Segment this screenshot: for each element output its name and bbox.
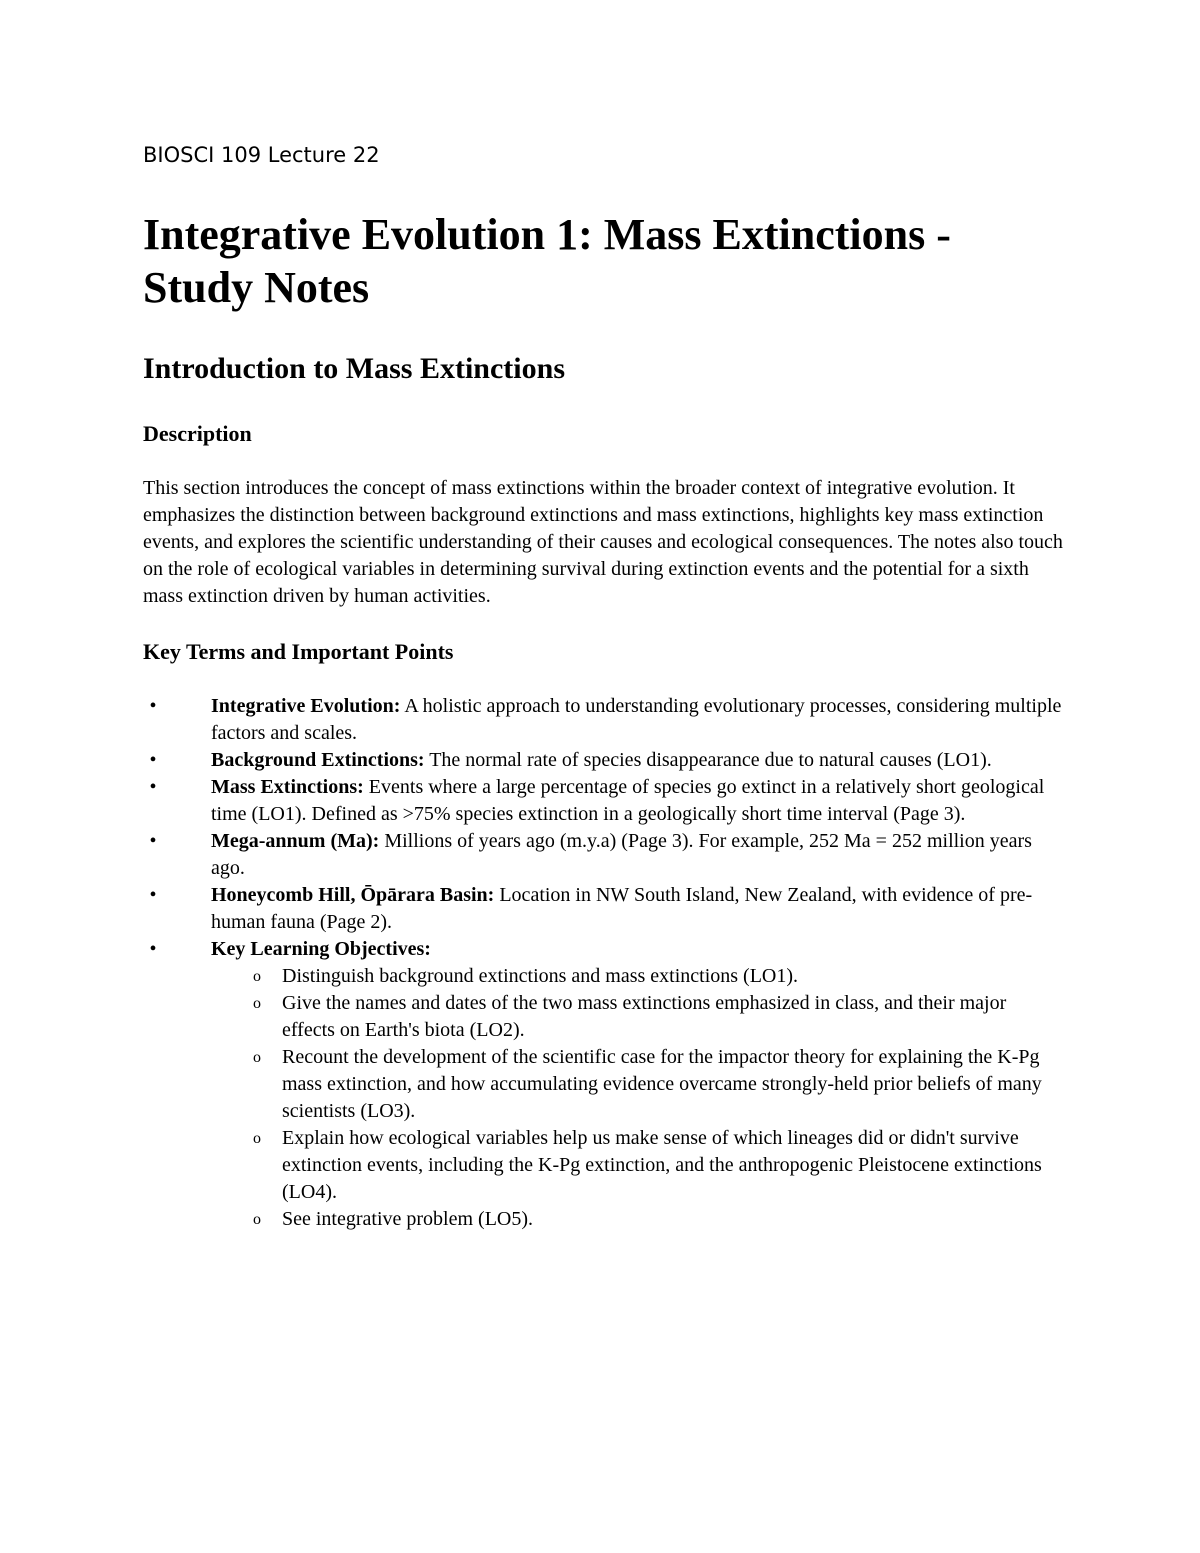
objective-text: See integrative problem (LO5). bbox=[282, 1208, 534, 1230]
objective-item bbox=[143, 1125, 1063, 1206]
list-item bbox=[143, 828, 1063, 882]
list-item bbox=[143, 747, 1063, 774]
course-label: BIOSCI 109 Lecture 22 bbox=[143, 143, 380, 167]
definition: Events where a large percentage of species go extinct in a relatively short geological time (LO1). Defined as >75% species extinction in a geologically short time interval (Page 3). bbox=[211, 776, 1045, 825]
objective-text: Give the names and dates of the two mass extinctions emphasized in class, and their major effects on Earth's biota (LO2). bbox=[282, 992, 1007, 1041]
objective-text: Explain how ecological variables help us make sense of which lineages did or didn't survive extinction events, including the K-Pg extinction, and the anthropogenic Pleistocene extinctions (LO4). bbox=[282, 1127, 1042, 1203]
document-title: Integrative Evolution 1: Mass Extinctions - Study Notes bbox=[143, 210, 951, 312]
term: Background Extinctions: bbox=[211, 749, 425, 771]
objective-item bbox=[143, 1206, 1063, 1233]
bullet-icon: • bbox=[149, 776, 157, 798]
definition: A holistic approach to understanding evolutionary processes, considering multiple factors and scales. bbox=[211, 695, 1062, 744]
bullet-icon: • bbox=[149, 695, 157, 717]
list-item bbox=[143, 693, 1063, 747]
definition: The normal rate of species disappearance due to natural causes (LO1). bbox=[424, 749, 992, 771]
bullet-icon: • bbox=[149, 830, 157, 852]
section-heading: Introduction to Mass Extinctions bbox=[143, 352, 565, 385]
key-terms-heading: Key Terms and Important Points bbox=[143, 639, 454, 664]
bullet-icon: • bbox=[149, 749, 157, 771]
objectives-list bbox=[143, 963, 1063, 1233]
objective-text: Distinguish background extinctions and mass extinctions (LO1). bbox=[282, 965, 799, 987]
document-page bbox=[143, 140, 1063, 1233]
term: Key Learning Objectives: bbox=[211, 938, 431, 960]
list-item bbox=[143, 882, 1063, 936]
list-item bbox=[143, 936, 1063, 1233]
key-terms-list bbox=[143, 693, 1063, 1233]
sub-bullet-icon: o bbox=[253, 1211, 261, 1228]
description-paragraph: This section introduces the concept of mass extinctions within the broader context of integrative evolution. It emphasizes the distinction between background extinctions and mass extinctions, highlights key mass extinction events, and explores the scientific understanding of their causes and ecological consequences. The notes also touch on the role of ecological variables in determining survival during extinction events and the potential for a sixth mass extinction driven by human activities. bbox=[143, 477, 1063, 607]
sub-bullet-icon: o bbox=[253, 968, 261, 985]
term: Integrative Evolution: bbox=[211, 695, 401, 717]
definition: Location in NW South Island, New Zealand, with evidence of pre-human fauna (Page 2). bbox=[211, 884, 1033, 933]
objective-item bbox=[143, 963, 1063, 990]
bullet-icon: • bbox=[149, 938, 157, 960]
definition: Millions of years ago (m.y.a) (Page 3). For example, 252 Ma = 252 million years ago. bbox=[211, 830, 1032, 879]
sub-bullet-icon: o bbox=[253, 1049, 261, 1066]
objective-item bbox=[143, 1044, 1063, 1125]
list-item bbox=[143, 774, 1063, 828]
sub-bullet-icon: o bbox=[253, 995, 261, 1012]
sub-bullet-icon: o bbox=[253, 1130, 261, 1147]
objective-item bbox=[143, 990, 1063, 1044]
objective-text: Recount the development of the scientific case for the impactor theory for explaining the K-Pg mass extinction, and how accumulating evidence overcame strongly-held prior beliefs of many scientists (LO3). bbox=[282, 1046, 1042, 1122]
term: Mega-annum (Ma): bbox=[211, 830, 380, 852]
term: Mass Extinctions: bbox=[211, 776, 364, 798]
term: Honeycomb Hill, Ōpārara Basin: bbox=[211, 884, 495, 906]
description-heading: Description bbox=[143, 421, 252, 446]
bullet-icon: • bbox=[149, 884, 157, 906]
